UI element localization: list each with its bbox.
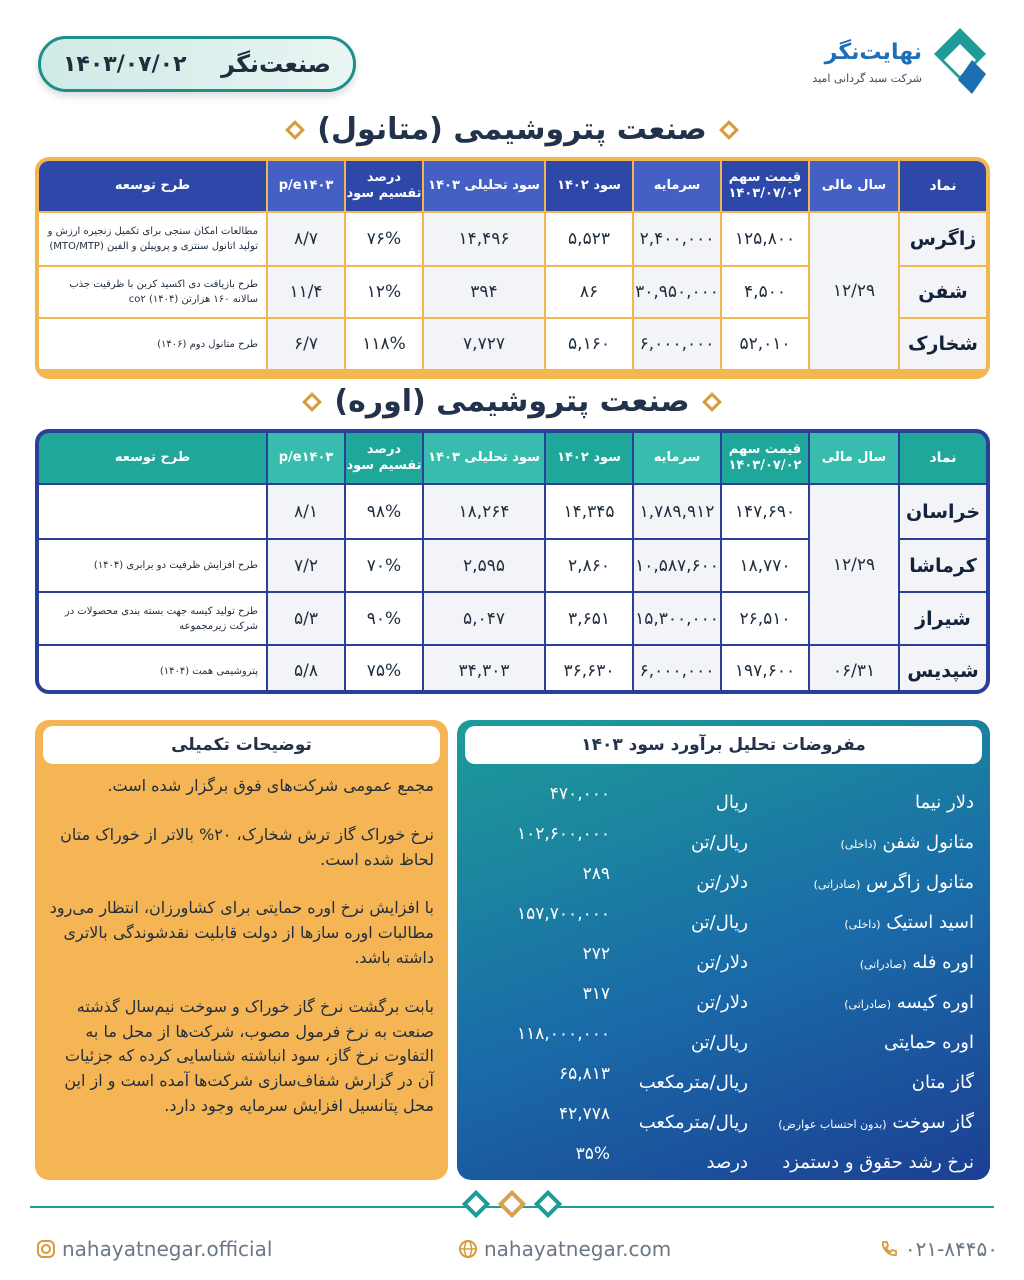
phone-number[interactable]: ۰۲۱-۸۴۴۵۰ bbox=[904, 1237, 998, 1261]
assumptions-panel bbox=[457, 720, 990, 1180]
instagram-handle[interactable]: nahayatnegar.official bbox=[62, 1237, 273, 1261]
price-cell: ۱۴۷,۶۹۰ bbox=[722, 485, 808, 538]
pe-cell: ۶/۷ bbox=[268, 319, 344, 369]
diamond-icon bbox=[719, 120, 739, 140]
capital-cell: ۱۰,۵۸۷,۶۰۰ bbox=[634, 540, 720, 591]
footer-instagram[interactable] bbox=[30, 1234, 272, 1264]
profit1402-cell: ۲,۸۶۰ bbox=[546, 540, 632, 591]
pe-cell: ۱۱/۴ bbox=[268, 267, 344, 317]
plan-cell: پتروشیمی همت (۱۴۰۴) bbox=[39, 646, 266, 694]
plan-cell: مطالعات امکان سنجی برای تکمیل زنجیره ارزش و تولید اتانول سنتزی و پروپیلن و الفین (MTO/MTP) bbox=[39, 213, 266, 265]
instagram-icon bbox=[36, 1239, 56, 1259]
dividend-cell: ۱۱۸% bbox=[346, 319, 422, 369]
capital-cell: ۱,۷۸۹,۹۱۲ bbox=[634, 485, 720, 538]
profit1403-cell: ۳۴,۳۰۳ bbox=[424, 646, 544, 694]
plan-cell: طرح بازیافت دی اکسید کربن با ظرفیت جذب سالانه ۱۶۰ هزارتن (۱۴۰۴) co۲ bbox=[39, 267, 266, 317]
table2-title bbox=[0, 384, 1024, 419]
diamond-icon bbox=[702, 392, 722, 412]
assumption-row bbox=[473, 1142, 974, 1182]
diamond-icon bbox=[302, 392, 322, 412]
profit1403-cell: ۳۹۴ bbox=[424, 267, 544, 317]
header-capital: سرمایه bbox=[634, 433, 720, 483]
urea-table bbox=[35, 429, 990, 694]
capital-cell: ۶,۰۰۰,۰۰۰ bbox=[634, 646, 720, 694]
assumption-row bbox=[473, 902, 974, 942]
methanol-table bbox=[35, 157, 990, 379]
price-cell: ۵۲,۰۱۰ bbox=[722, 319, 808, 369]
symbol-cell: زاگرس bbox=[900, 213, 986, 265]
header-pe: p/e۱۴۰۳ bbox=[268, 433, 344, 483]
assumption-value: ۱۵۷,۷۰۰,۰۰۰ bbox=[517, 904, 610, 924]
pe-cell: ۷/۲ bbox=[268, 540, 344, 591]
profit1402-cell: ۸۶ bbox=[546, 267, 632, 317]
symbol-cell: شپدیس bbox=[900, 646, 986, 694]
table1-title-text: صنعت پتروشیمی (متانول) bbox=[317, 112, 707, 147]
plan-cell: طرح تولید کیسه جهت بسته بندی محصولات در شرکت زیرمجموعه bbox=[39, 593, 266, 644]
capital-cell: ۶,۰۰۰,۰۰۰ bbox=[634, 319, 720, 369]
assumption-sublabel: (صادراتی) bbox=[844, 997, 892, 1011]
header-symbol: نماد bbox=[900, 433, 986, 483]
table1-title bbox=[0, 112, 1024, 147]
brand-name: نهایت‌نگر bbox=[824, 40, 922, 65]
report-date: ۱۴۰۳/۰۷/۰۲ bbox=[63, 51, 187, 77]
assumption-label bbox=[748, 952, 974, 973]
dividend-cell: ۱۲% bbox=[346, 267, 422, 317]
phone-icon bbox=[879, 1239, 899, 1259]
price-cell: ۴,۵۰۰ bbox=[722, 267, 808, 317]
assumptions-title: مفروضات تحلیل برآورد سود ۱۴۰۳ bbox=[465, 726, 982, 764]
price-cell: ۱۹۷,۶۰۰ bbox=[722, 646, 808, 694]
assumption-label bbox=[748, 992, 974, 1013]
header-dividend: درصد تقسیم سود bbox=[346, 433, 422, 483]
note-item: بابت برگشت نرخ گاز خوراک و سوخت نیم‌سال گذشته صنعت به نرخ فرمول مصوب، شرکت‌ها از محل ما به التفاوت نرخ گاز، سود انباشته شناسایی کرده که جزئیات آن در گزارش شفاف‌سازی شرکت‌ها آمده است و از این محل پتانسیل افزایش سرمایه وجود دارد. bbox=[64, 996, 434, 1115]
fiscal-cell: ۰۶/۳۱ bbox=[810, 646, 898, 694]
header-dividend: درصد تقسیم سود bbox=[346, 161, 422, 211]
diamond-icon bbox=[498, 1190, 526, 1218]
capital-cell: ۳۰,۹۵۰,۰۰۰ bbox=[634, 267, 720, 317]
assumption-label bbox=[748, 872, 974, 893]
assumption-row bbox=[473, 1102, 974, 1142]
assumption-unit: ریال/تن bbox=[690, 831, 748, 853]
footer-ornament bbox=[0, 1194, 1024, 1218]
footer-website[interactable] bbox=[452, 1234, 671, 1264]
fiscal-cell: ۱۲/۲۹ bbox=[810, 485, 898, 644]
profit1403-cell: ۵,۰۴۷ bbox=[424, 593, 544, 644]
assumption-unit: دلار/تن bbox=[696, 951, 748, 973]
dividend-cell: ۷۵% bbox=[346, 646, 422, 694]
profit1402-cell: ۳۶,۶۳۰ bbox=[546, 646, 632, 694]
assumption-value: ۳۵% bbox=[575, 1144, 610, 1164]
assumption-value: ۱۱۸,۰۰۰,۰۰۰ bbox=[517, 1024, 610, 1044]
dividend-cell: ۷۰% bbox=[346, 540, 422, 591]
header-profit1403: سود تحلیلی ۱۴۰۳ bbox=[424, 433, 544, 483]
brand-subtitle: شرکت سبد گردانی امید bbox=[812, 72, 922, 85]
diamond-icon bbox=[462, 1190, 490, 1218]
assumption-unit: ریال/مترمکعب bbox=[638, 1071, 748, 1093]
assumption-unit: ریال/تن bbox=[690, 1031, 748, 1053]
header-profit1402: سود ۱۴۰۲ bbox=[546, 433, 632, 483]
assumption-value: ۶۵,۸۱۳ bbox=[558, 1064, 610, 1084]
assumption-label-text: اسید استیک bbox=[886, 911, 974, 933]
website-url[interactable]: nahayatnegar.com bbox=[484, 1237, 672, 1261]
assumption-label-text: متانول شفن bbox=[882, 831, 974, 853]
assumptions-list bbox=[473, 782, 974, 1182]
header-profit1402: سود ۱۴۰۲ bbox=[546, 161, 632, 211]
profit1403-cell: ۱۴,۴۹۶ bbox=[424, 213, 544, 265]
diamond-icon bbox=[534, 1190, 562, 1218]
table2-title-text: صنعت پتروشیمی (اوره) bbox=[334, 384, 690, 419]
assumption-label bbox=[748, 1152, 974, 1173]
header-pill bbox=[38, 36, 356, 92]
header-symbol: نماد bbox=[900, 161, 986, 211]
assumption-value: ۳۱۷ bbox=[582, 984, 610, 1004]
footer-phone[interactable] bbox=[873, 1234, 998, 1264]
assumption-unit: ریال/تن bbox=[690, 911, 748, 933]
capital-cell: ۲,۴۰۰,۰۰۰ bbox=[634, 213, 720, 265]
assumption-row bbox=[473, 782, 974, 822]
assumption-label bbox=[748, 832, 974, 853]
assumption-label-text: نرخ رشد حقوق و دستمزد bbox=[782, 1151, 974, 1173]
assumption-unit: ریال bbox=[715, 791, 748, 813]
dividend-cell: ۷۶% bbox=[346, 213, 422, 265]
industry-title: صنعت‌نگر bbox=[221, 50, 331, 78]
globe-icon bbox=[458, 1239, 478, 1259]
assumption-sublabel: (داخلی) bbox=[844, 917, 881, 931]
plan-cell bbox=[39, 485, 266, 538]
header-fiscal: سال مالی bbox=[810, 161, 898, 211]
dividend-cell: ۹۸% bbox=[346, 485, 422, 538]
assumption-value: ۴۷۰,۰۰۰ bbox=[549, 784, 610, 804]
notes-title: توضیحات تکمیلی bbox=[43, 726, 440, 764]
assumption-sublabel: (بدون احتساب عوارض) bbox=[778, 1117, 887, 1131]
header-price: قیمت سهم ۱۴۰۳/۰۷/۰۲ bbox=[722, 161, 808, 211]
header-plan: طرح توسعه bbox=[39, 433, 266, 483]
fiscal-cell: ۱۲/۲۹ bbox=[810, 213, 898, 369]
assumption-sublabel: (داخلی) bbox=[840, 837, 877, 851]
assumption-label-text: اوره فله bbox=[912, 951, 974, 973]
assumption-row bbox=[473, 822, 974, 862]
header-price: قیمت سهم ۱۴۰۳/۰۷/۰۲ bbox=[722, 433, 808, 483]
header-plan: طرح توسعه bbox=[39, 161, 266, 211]
assumption-unit: دلار/تن bbox=[696, 991, 748, 1013]
assumption-unit: ریال/مترمکعب bbox=[638, 1111, 748, 1133]
assumption-row bbox=[473, 942, 974, 982]
assumption-label-text: گاز سوخت bbox=[892, 1111, 974, 1133]
assumption-label bbox=[748, 912, 974, 933]
dividend-cell: ۹۰% bbox=[346, 593, 422, 644]
assumption-label bbox=[748, 792, 974, 813]
note-item: با افزایش نرخ اوره حمایتی برای کشاورزان، انتظار می‌رود مطالبات اوره سازها از دولت قابلیت نقدشوندگی بالاتری داشته باشد. bbox=[49, 898, 434, 967]
diamond-icon bbox=[285, 120, 305, 140]
assumption-unit: درصد bbox=[706, 1151, 748, 1173]
brand-logo-icon bbox=[932, 26, 988, 96]
header-profit1403: سود تحلیلی ۱۴۰۳ bbox=[424, 161, 544, 211]
pe-cell: ۵/۳ bbox=[268, 593, 344, 644]
assumption-value: ۴۲,۷۷۸ bbox=[558, 1104, 610, 1124]
assumption-row bbox=[473, 1062, 974, 1102]
plan-cell: طرح افزایش ظرفیت دو برابری (۱۴۰۴) bbox=[39, 540, 266, 591]
symbol-cell: کرماشا bbox=[900, 540, 986, 591]
assumption-value: ۲۸۹ bbox=[582, 864, 610, 884]
profit1403-cell: ۲,۵۹۵ bbox=[424, 540, 544, 591]
profit1403-cell: ۱۸,۲۶۴ bbox=[424, 485, 544, 538]
assumption-unit: دلار/تن bbox=[696, 871, 748, 893]
pe-cell: ۸/۷ bbox=[268, 213, 344, 265]
symbol-cell: شفن bbox=[900, 267, 986, 317]
assumption-label bbox=[748, 1072, 974, 1093]
notes-panel bbox=[35, 720, 448, 1180]
price-cell: ۱۸,۷۷۰ bbox=[722, 540, 808, 591]
assumption-label-text: دلار نیما bbox=[914, 791, 974, 813]
notes-list bbox=[49, 774, 434, 1143]
symbol-cell: شیراز bbox=[900, 593, 986, 644]
price-cell: ۱۲۵,۸۰۰ bbox=[722, 213, 808, 265]
capital-cell: ۱۵,۳۰۰,۰۰۰ bbox=[634, 593, 720, 644]
assumption-label-text: متانول زاگرس bbox=[866, 871, 974, 893]
note-item: نرخ خوراک گاز ترش شخارک، ۲۰% بالاتر از خوراک متان لحاظ شده است. bbox=[60, 824, 434, 869]
assumption-sublabel: (صادراتی) bbox=[813, 877, 861, 891]
header-fiscal: سال مالی bbox=[810, 433, 898, 483]
profit1402-cell: ۱۴,۳۴۵ bbox=[546, 485, 632, 538]
price-cell: ۲۶,۵۱۰ bbox=[722, 593, 808, 644]
assumption-label-text: اوره حمایتی bbox=[884, 1031, 974, 1053]
assumption-row bbox=[473, 1022, 974, 1062]
assumption-label bbox=[748, 1112, 974, 1133]
note-item: مجمع عمومی شرکت‌های فوق برگزار شده است. bbox=[107, 776, 434, 795]
profit1402-cell: ۳,۶۵۱ bbox=[546, 593, 632, 644]
assumption-sublabel: (صادراتی) bbox=[859, 957, 907, 971]
header-pe: p/e۱۴۰۳ bbox=[268, 161, 344, 211]
symbol-cell: شخارک bbox=[900, 319, 986, 369]
header-capital: سرمایه bbox=[634, 161, 720, 211]
brand bbox=[758, 26, 988, 96]
assumption-label-text: گاز متان bbox=[911, 1071, 974, 1093]
profit1403-cell: ۷,۷۲۷ bbox=[424, 319, 544, 369]
pe-cell: ۸/۱ bbox=[268, 485, 344, 538]
profit1402-cell: ۵,۱۶۰ bbox=[546, 319, 632, 369]
assumption-value: ۱۰۲,۶۰۰,۰۰۰ bbox=[517, 824, 610, 844]
assumption-value: ۲۷۲ bbox=[582, 944, 610, 964]
symbol-cell: خراسان bbox=[900, 485, 986, 538]
assumption-row bbox=[473, 982, 974, 1022]
plan-cell: طرح متانول دوم (۱۴۰۶) bbox=[39, 319, 266, 369]
assumption-row bbox=[473, 862, 974, 902]
profit1402-cell: ۵,۵۲۳ bbox=[546, 213, 632, 265]
pe-cell: ۵/۸ bbox=[268, 646, 344, 694]
assumption-label-text: اوره کیسه bbox=[896, 991, 974, 1013]
assumption-label bbox=[748, 1032, 974, 1053]
